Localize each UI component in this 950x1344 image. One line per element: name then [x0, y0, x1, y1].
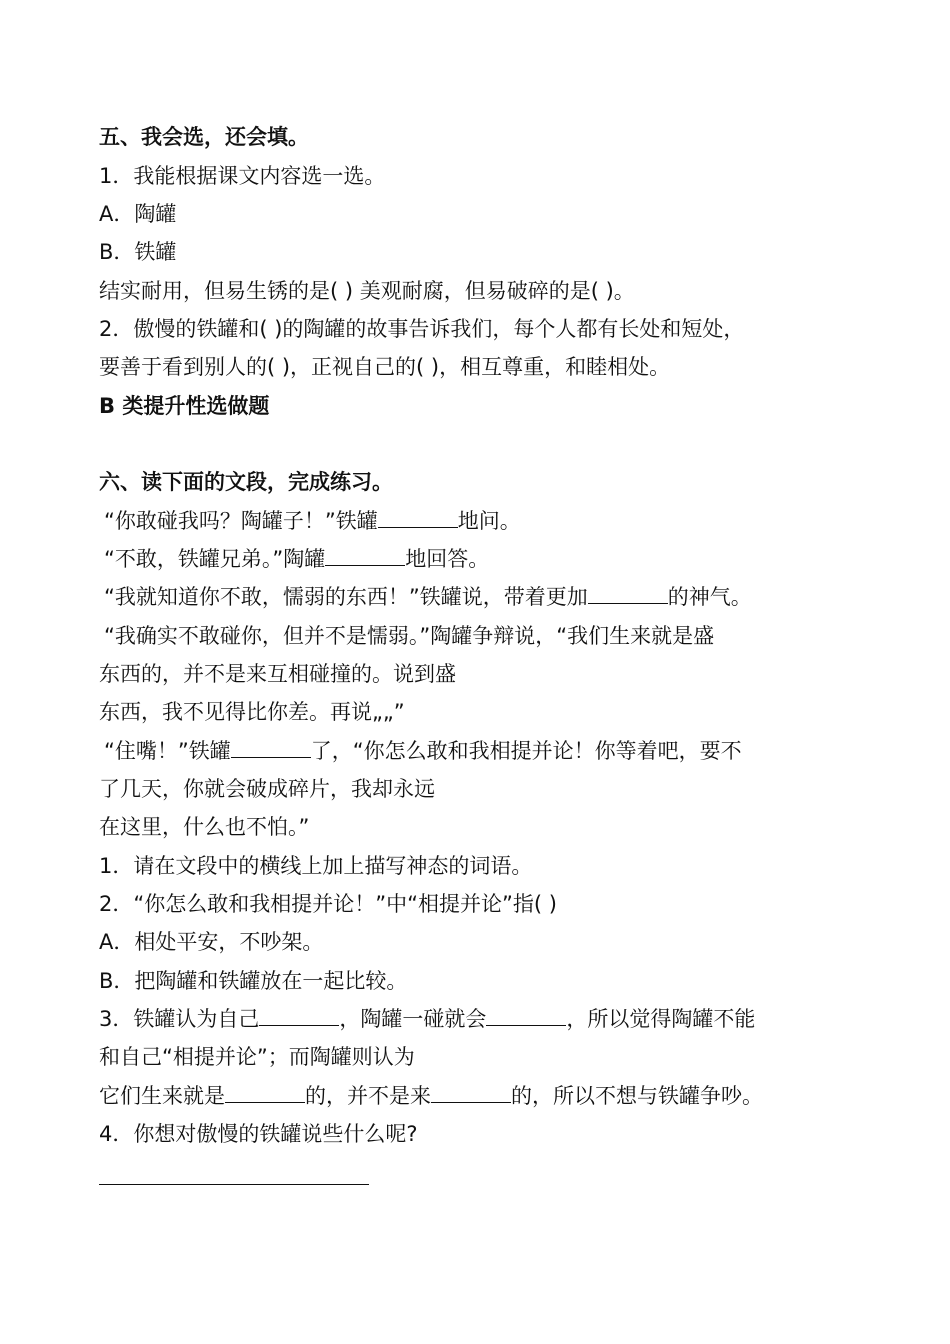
passage-paragraph-5-line-2: 了几天，你就会破成碎片，我却永远: [99, 777, 435, 801]
passage-p1-text-a: “你敢碰我吗？陶罐子！”铁罐: [104, 509, 378, 533]
section-6-question-2: 2．“你怎么敢和我相提并论！”中“相提并论”指( ): [99, 892, 557, 916]
section-5-question-2-line-2: 要善于看到别人的( )，正视自己的( )，相互尊重，和睦相处。: [99, 355, 671, 379]
passage-paragraph-3: [104, 582, 752, 612]
q3-text-b: ，陶罐一碰就会: [339, 1007, 487, 1031]
passage-blank-1: [378, 507, 458, 528]
b-category-heading: B 类提升性选做题: [99, 394, 270, 418]
passage-p2-text-b: 地回答。: [405, 547, 490, 571]
q3-blank-1: [259, 1005, 339, 1026]
q3-line3-text-c: 的，所以不想与铁罐争吵。: [511, 1084, 763, 1108]
section-5-option-b: B．铁罐: [99, 240, 177, 264]
passage-p3-text-a: “我就知道你不敢，懦弱的东西！”铁罐说，带着更加: [104, 585, 588, 609]
q3-text-c: ，所以觉得陶罐不能: [566, 1007, 756, 1031]
section-5-fill-sentence: 结实耐用，但易生锈的是( ) 美观耐腐，但易破碎的是( )。: [99, 279, 635, 303]
section-6-question-3-line-3: [99, 1081, 763, 1111]
section-5-title: 五、我会选，还会填。: [99, 125, 309, 149]
section-6-question-4: 4．你想对傲慢的铁罐说些什么呢?: [99, 1122, 418, 1146]
section-6-question-3-line-1: [99, 1004, 755, 1034]
q3-line3-text-a: 它们生来就是: [99, 1084, 225, 1108]
passage-paragraph-4-line-1: “我确实不敢碰你，但并不是懦弱。”陶罐争辩说，“我们生来就是盛: [104, 624, 715, 648]
passage-p2-text-a: “不敢，铁罐兄弟。”陶罐: [104, 547, 326, 571]
q3-text-a: 3．铁罐认为自己: [99, 1007, 260, 1031]
q3-blank-3: [225, 1082, 305, 1103]
section-6-q2-option-a: A．相处平安，不吵架。: [99, 930, 324, 954]
section-6-question-1: 1．请在文段中的横线上加上描写神态的词语。: [99, 854, 533, 878]
section-5-option-a: A．陶罐: [99, 202, 177, 226]
passage-paragraph-1: [104, 506, 521, 536]
section-6-q2-option-b: B．把陶罐和铁罐放在一起比较。: [99, 969, 408, 993]
passage-p5-text-b: 了，“你怎么敢和我相提并论！你等着吧，要不: [310, 739, 742, 763]
passage-blank-4: [231, 737, 311, 758]
section-6-question-3-line-2: 和自己“相提并论”；而陶罐则认为: [99, 1045, 415, 1069]
passage-p1-text-b: 地问。: [457, 509, 521, 533]
passage-p5-text-a: “住嘴！”铁罐: [104, 739, 231, 763]
passage-paragraph-4-line-3: 东西，我不见得比你差。再说„„”: [99, 700, 405, 724]
section-6-title: 六、读下面的文段，完成练习。: [99, 470, 393, 494]
passage-blank-3: [588, 583, 668, 604]
section-5-question-1: 1．我能根据课文内容选一选。: [99, 164, 386, 188]
section-5-question-2-line-1: 2．傲慢的铁罐和( )的陶罐的故事告诉我们，每个人都有长处和短处，: [99, 317, 745, 341]
passage-p3-text-b: 的神气。: [667, 585, 752, 609]
passage-paragraph-4-line-2: 东西的，并不是来互相碰撞的。说到盛: [99, 662, 456, 686]
passage-paragraph-2: [104, 544, 489, 574]
q3-line3-text-b: 的，并不是来: [305, 1084, 431, 1108]
q3-blank-4: [431, 1082, 511, 1103]
passage-blank-2: [325, 545, 405, 566]
answer-line: [99, 1184, 369, 1185]
q3-blank-2: [486, 1005, 566, 1026]
passage-paragraph-5-line-3: 在这里，什么也不怕。”: [99, 815, 310, 839]
passage-paragraph-5: [104, 736, 742, 766]
